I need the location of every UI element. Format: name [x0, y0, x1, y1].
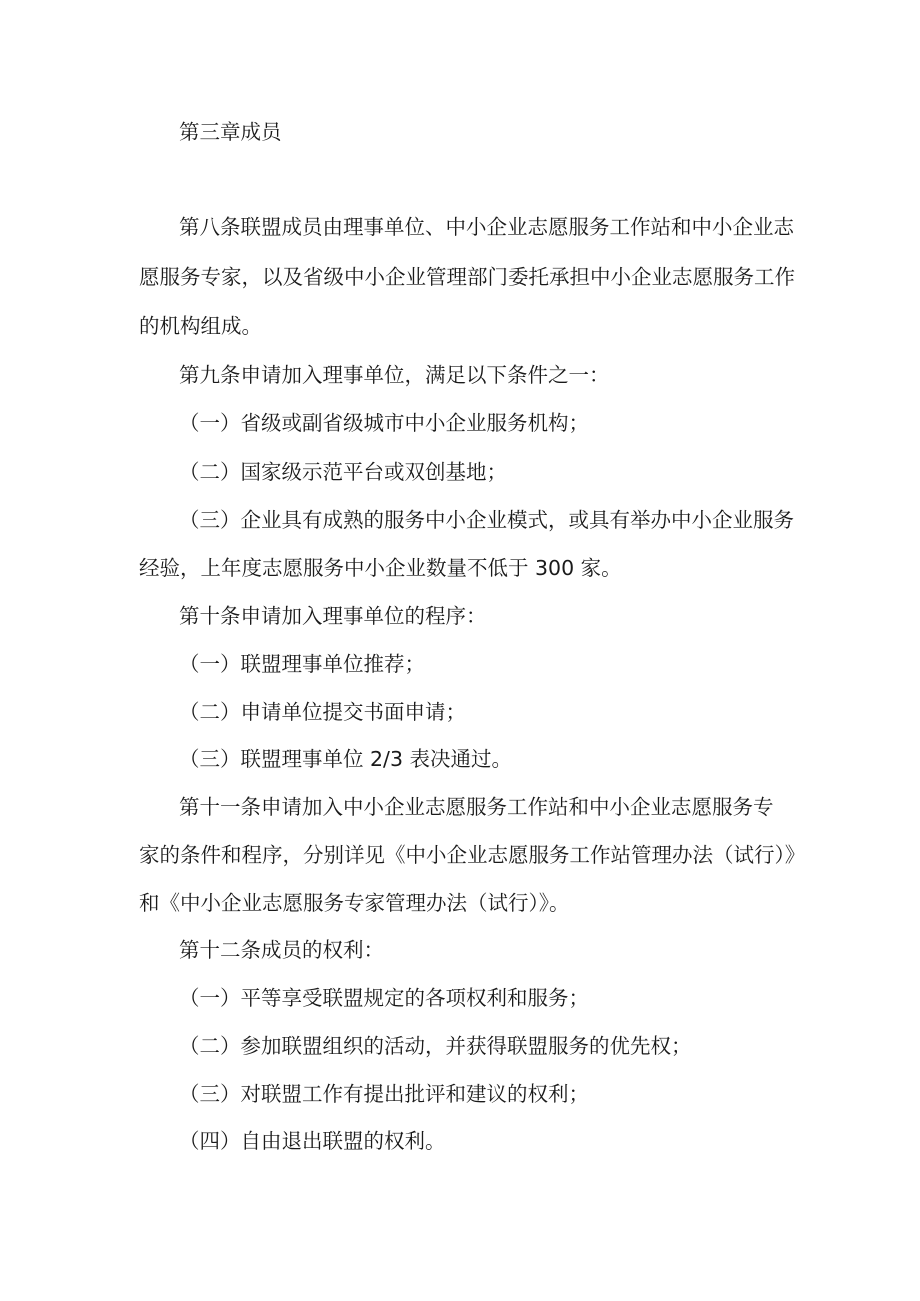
article-11-line-1: 第十一条申请加入中小企业志愿服务工作站和中小企业志愿服务专 [179, 795, 774, 819]
article-9-item-1: （一）省级或副省级城市中小企业服务机构； [179, 411, 589, 435]
article-10-item-1: （一）联盟理事单位推荐； [179, 652, 425, 676]
article-10-heading: 第十条申请加入理事单位的程序： [179, 604, 487, 628]
article-9-heading: 第九条申请加入理事单位，满足以下条件之一： [179, 363, 610, 387]
article-9-item-3-line-1: （三）企业具有成熟的服务中小企业模式，或具有举办中小企业服务 [179, 508, 794, 532]
article-12-item-1: （一）平等享受联盟规定的各项权利和服务； [179, 986, 589, 1010]
article-12-heading: 第十二条成员的权利： [179, 938, 384, 962]
article-8-line-1: 第八条联盟成员由理事单位、中小企业志愿服务工作站和中小企业志 [179, 215, 794, 239]
article-11-line-3: 和《中小企业志愿服务专家管理办法（试行）》。 [139, 891, 570, 915]
article-10-item-2: （二）申请单位提交书面申请； [179, 700, 466, 724]
article-12-item-3: （三）对联盟工作有提出批评和建议的权利； [179, 1082, 589, 1106]
article-12-item-4: （四）自由退出联盟的权利。 [179, 1129, 446, 1153]
article-9-item-2: （二）国家级示范平台或双创基地； [179, 460, 507, 484]
article-9-item-3-line-2: 经验，上年度志愿服务中小企业数量不低于 300 家。 [139, 556, 622, 580]
article-12-item-2: （二）参加联盟组织的活动，并获得联盟服务的优先权； [179, 1034, 692, 1058]
article-8-line-2: 愿服务专家，以及省级中小企业管理部门委托承担中小企业志愿服务工作 [139, 265, 795, 289]
article-8-line-3: 的机构组成。 [139, 314, 262, 338]
article-11-line-2: 家的条件和程序，分别详见《中小企业志愿服务工作站管理办法（试行）》 [139, 843, 806, 867]
chapter-title: 第三章成员 [179, 120, 282, 144]
article-10-item-3: （三）联盟理事单位 2/3 表决通过。 [179, 747, 513, 771]
